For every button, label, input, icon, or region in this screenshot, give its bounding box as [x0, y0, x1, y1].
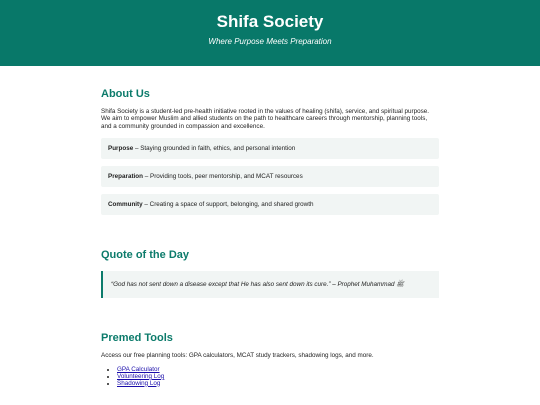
pillar-card-purpose: [101, 138, 439, 159]
site-header: [0, 0, 540, 66]
about-body: Shifa Society is a student-led pre-health initiative rooted in the values of healing (shifa), service, and spiritual purpose. We aim to empower Muslim and allied students on the path to healthcare careers through mentorship, planning tools, and a community grounded in compassion and excellence.: [101, 108, 429, 130]
gpa-calculator-link[interactable]: GPA Calculator: [117, 366, 160, 373]
pillar-name: Purpose: [108, 145, 134, 152]
pillar-desc: – Providing tools, peer mentorship, and MCAT resources: [143, 173, 303, 180]
site-title: Shifa Society: [216, 12, 324, 31]
volunteering-log-link[interactable]: Volunteering Log: [117, 372, 165, 380]
tools-heading: Premed Tools: [101, 332, 173, 344]
site-tagline: Where Purpose Meets Preparation: [208, 37, 332, 46]
pillar-name: Community: [108, 201, 143, 208]
shadowing-log-link[interactable]: Shadowing Log: [117, 379, 161, 387]
tools-intro: Access our free planning tools: GPA calculators, MCAT study trackers, shadowing logs, and more.: [101, 352, 374, 359]
about-heading: About Us: [101, 88, 150, 100]
pillar-desc: – Creating a space of support, belonging, and shared growth: [142, 201, 314, 208]
tools-link-list: [101, 367, 164, 387]
list-item: [117, 381, 164, 388]
pillar-desc: – Staying grounded in faith, ethics, and personal intention: [133, 145, 296, 152]
quote-block: “God has not sent down a disease except that He has also sent down its cure.” – Prophet Muhammad ﷺ: [101, 271, 439, 298]
pillar-card-community: [101, 194, 439, 215]
quote-heading: Quote of the Day: [101, 249, 190, 261]
pillar-card-preparation: [101, 166, 439, 187]
pillar-name: Preparation: [108, 173, 143, 180]
